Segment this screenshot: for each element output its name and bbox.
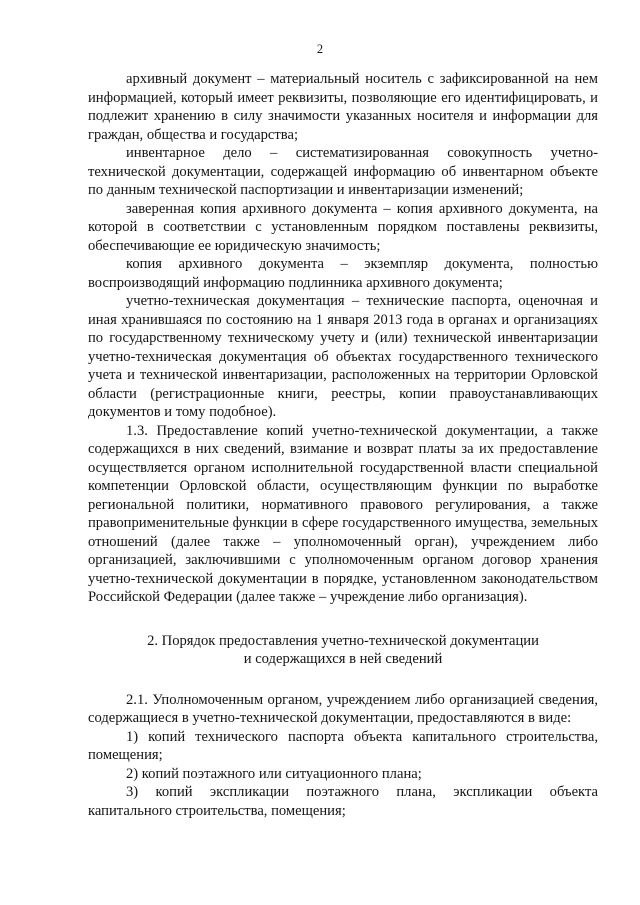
section-heading	[88, 632, 598, 669]
section-heading-line-1: 2. Порядок предоставления учетно-технической документации	[147, 632, 539, 649]
definition-technical-documentation: учетно-техническая документация – технические паспорта, оценочная и иная хранившаяся по состоянию на 1 января 2013 года в органах и организациях по государственному техническому учету и (или) технической инвентаризации учетно-техническая документация об объектах государственного технического учета и технической инвентаризации, расположенных на территории Орловской области (регистрационные книги, реестры, копии правоустанавливающих документов и тому подобное).	[88, 293, 598, 420]
page-number: 2	[316, 42, 324, 56]
definition-archival-document: архивный документ – материальный носитель с зафиксированной на нем информацией, который имеет реквизиты, позволяющие его идентифицировать, и подлежит хранению в силу значимости указанных носителя и информации для граждан, общества и государства;	[88, 71, 598, 143]
clause-1-3: 1.3. Предоставление копий учетно-технической документации, а также содержащихся в них сведений, взимание и возврат платы за их предоставление осуществляется органом исполнительной государственной власти специальной компетенции Орловской области, осуществляющим функции по выработке региональной политики, нормативного правового регулирования, а также правоприменительные функции в сфере государственного имущества, земельных отношений (далее также – уполномоченный орган), учреждением либо организацией, заключившими с уполномоченным органом договор хранения учетно-технической документации в порядке, установленном законодательством Российской Федерации (далее также – учреждение либо организация).	[88, 422, 598, 605]
list-item-1: 1) копий технического паспорта объекта капитального строительства, помещения;	[88, 728, 598, 763]
definition-inventory-file: инвентарное дело – систематизированная совокупность учетно-технической документации, содержащей информацию об инвентарном объекте по данным технической паспортизации и инвентаризации изменений;	[88, 145, 598, 198]
document-body	[88, 70, 598, 820]
clause-2-1: 2.1. Уполномоченным органом, учреждением либо организацией сведения, содержащиеся в учетно-технической документации, предоставляются в виде:	[88, 691, 598, 726]
list-item-2: 2) копий поэтажного или ситуационного плана;	[126, 765, 422, 782]
section-heading-line-2: и содержащихся в ней сведений	[243, 651, 443, 667]
definition-archival-copy: копия архивного документа – экземпляр документа, полностью воспроизводящий информацию подлинника архивного документа;	[88, 256, 598, 291]
definition-certified-copy: заверенная копия архивного документа – копия архивного документа, на которой в соответствии с установленным порядком поставлены реквизиты, обеспечивающие ее юридическую значимость;	[88, 200, 598, 254]
list-item-3: 3) копий экспликации поэтажного плана, экспликации объекта капитального строительства, помещения;	[88, 784, 598, 819]
